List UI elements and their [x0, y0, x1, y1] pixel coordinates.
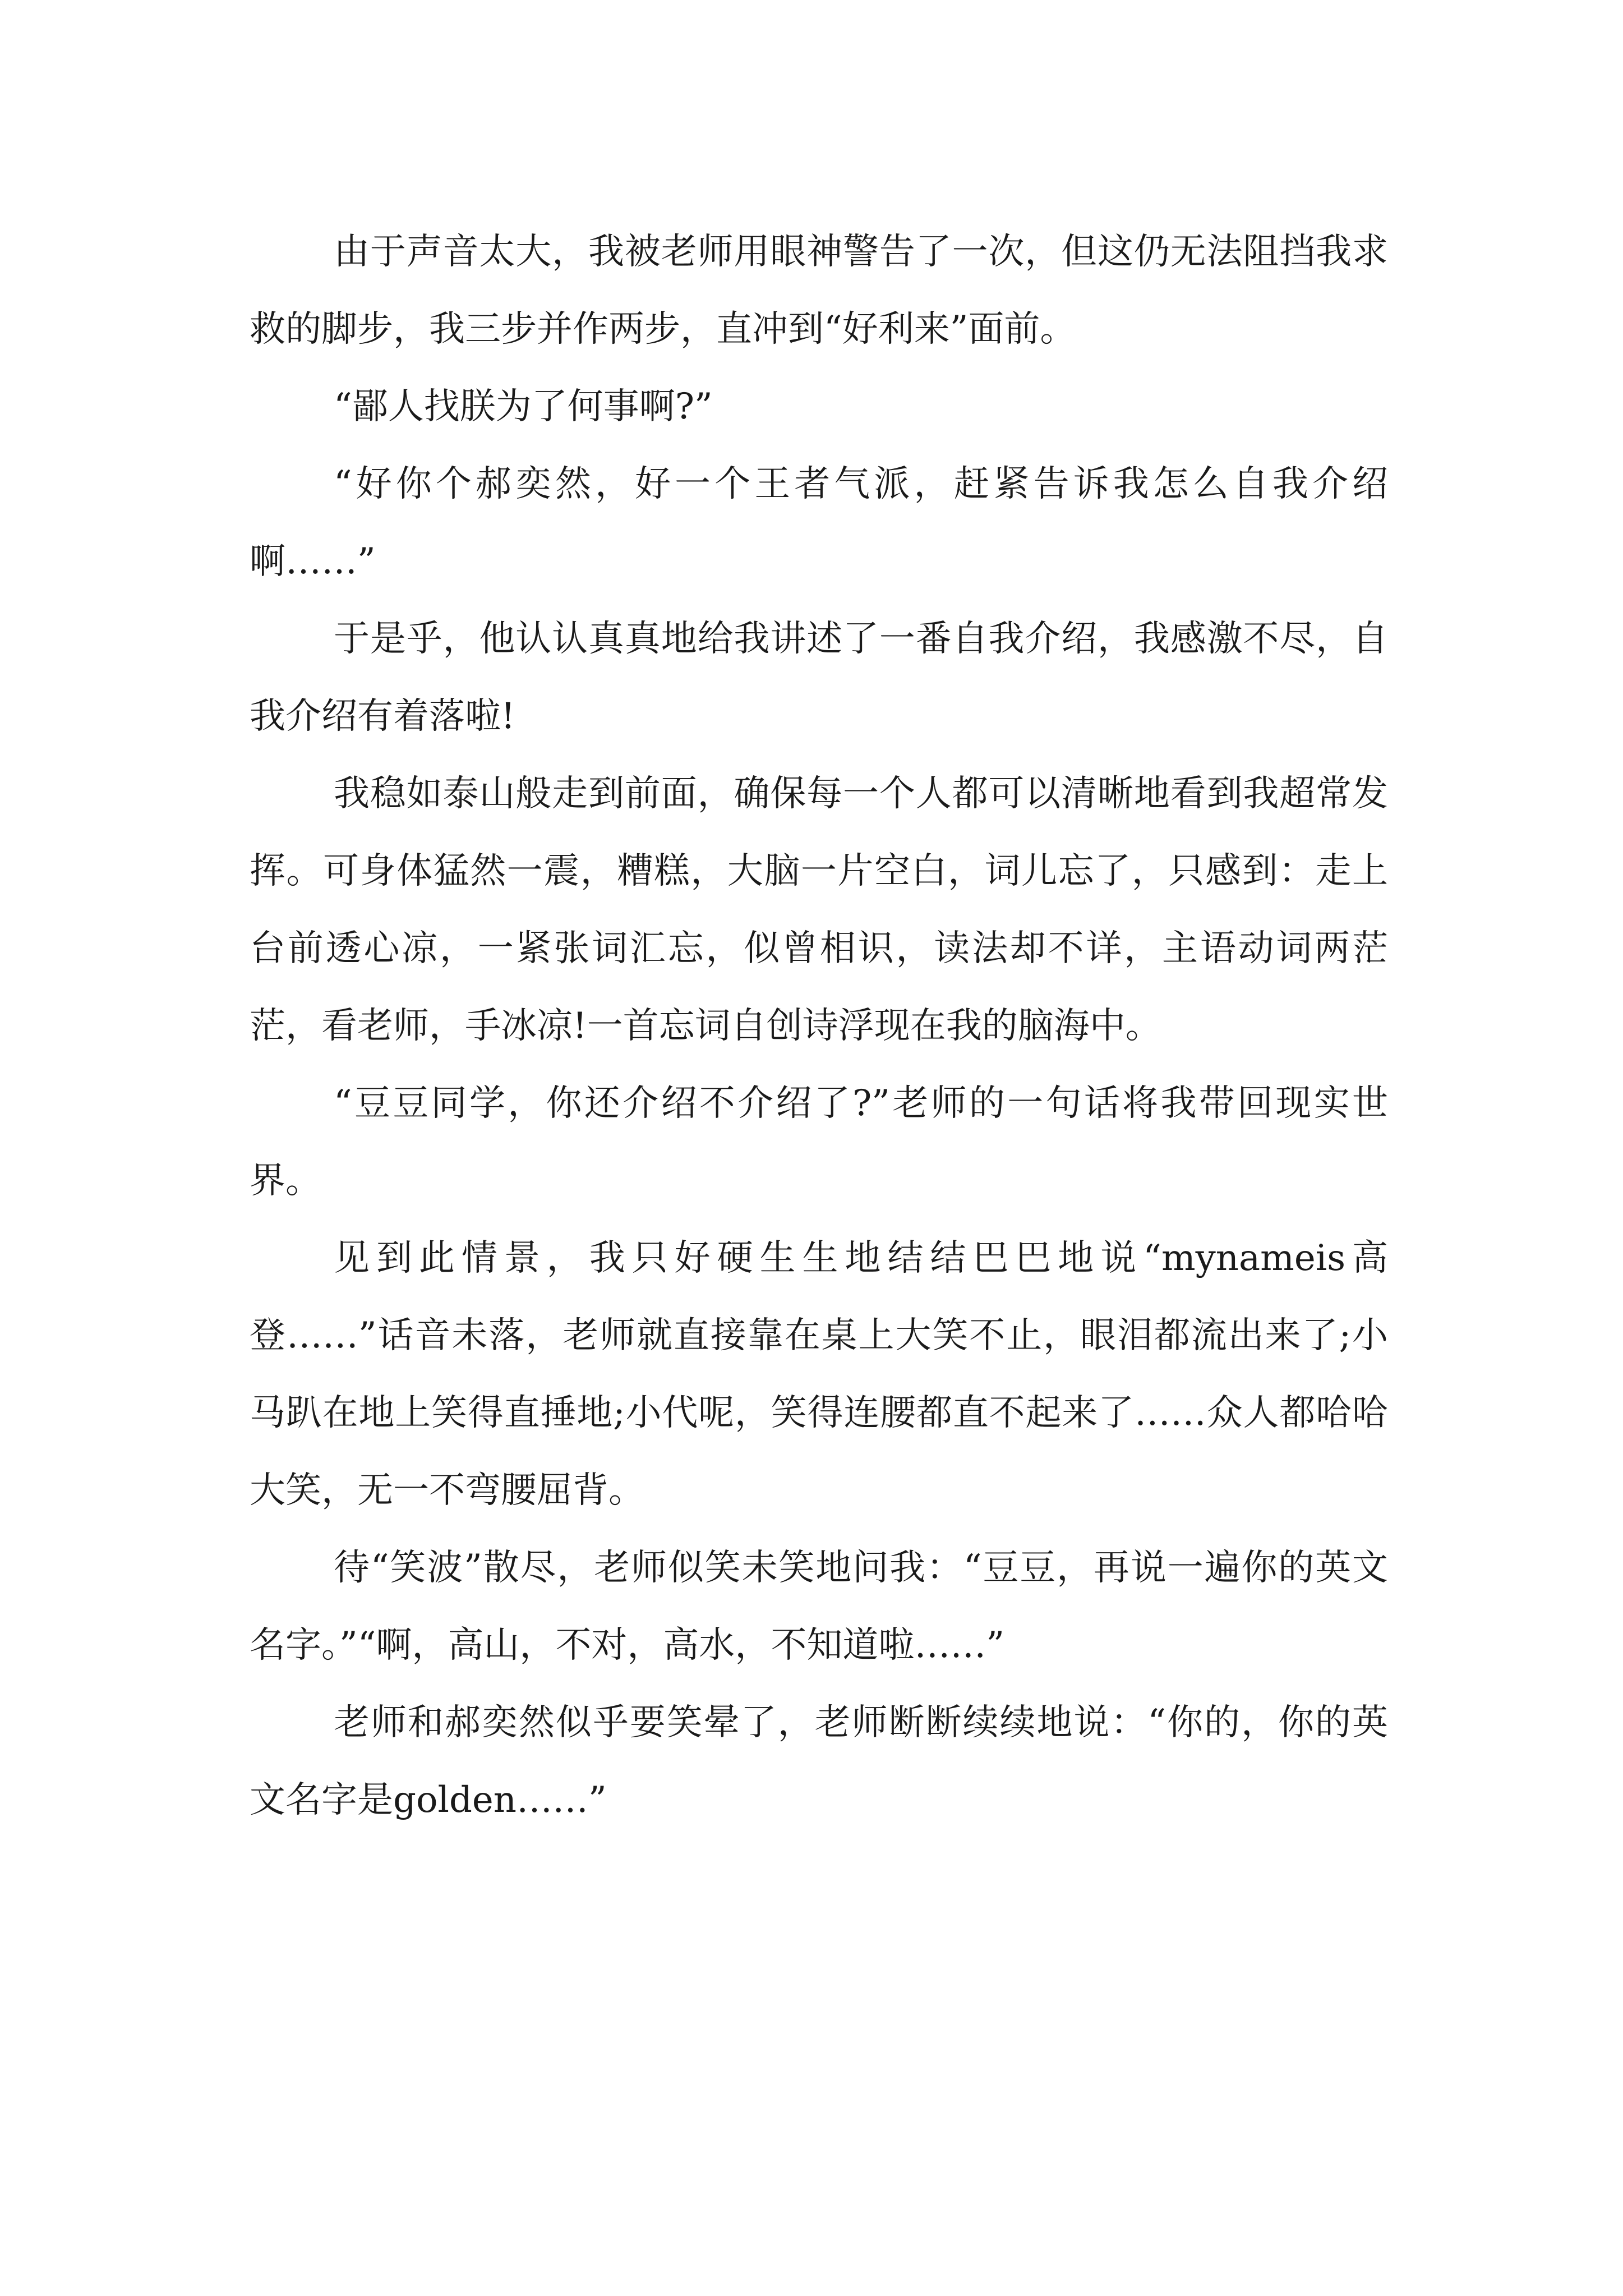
paragraph: 由于声音太大，我被老师用眼神警告了一次，但这仍无法阻挡我求救的脚步，我三步并作两步，直冲到“好利来”面前。 [250, 231, 1388, 350]
paragraph: 老师和郝奕然似乎要笑晕了，老师断断续续地说：“你的，你的英文名字是golden……” [250, 1702, 1388, 1821]
paragraph: 待“笑波”散尽，老师似笑未笑地问我：“豆豆，再说一遍你的英文名字。”“啊，高山，不对，高水，不知道啦……” [250, 1547, 1388, 1666]
document-page [250, 213, 1388, 1839]
paragraph: “豆豆同学，你还介绍不介绍了?”老师的一句话将我带回现实世界。 [250, 1083, 1388, 1202]
paragraph: “鄙人找朕为了何事啊?” [334, 386, 713, 427]
paragraph: 于是乎，他认认真真地给我讲述了一番自我介绍，我感激不尽，自我介绍有着落啦! [250, 618, 1388, 737]
paragraph: 见到此情景，我只好硬生生地结结巴巴地说“mynameis高登……”话音未落，老师就直接靠在桌上大笑不止，眼泪都流出来了;小马趴在地上笑得直捶地;小代呢，笑得连腰都直不起来了……众人都哈哈大笑，无一不弯腰屈背。 [250, 1237, 1388, 1511]
paragraph: 我稳如泰山般走到前面，确保每一个人都可以清晰地看到我超常发挥。可身体猛然一震，糟糕，大脑一片空白，词儿忘了，只感到：走上台前透心凉，一紧张词汇忘，似曾相识，读法却不详，主语动词两茫茫，看老师，手冰凉!一首忘词自创诗浮现在我的脑海中。 [250, 773, 1388, 1047]
paragraph: “好你个郝奕然，好一个王者气派，赶紧告诉我怎么自我介绍啊……” [250, 463, 1388, 582]
